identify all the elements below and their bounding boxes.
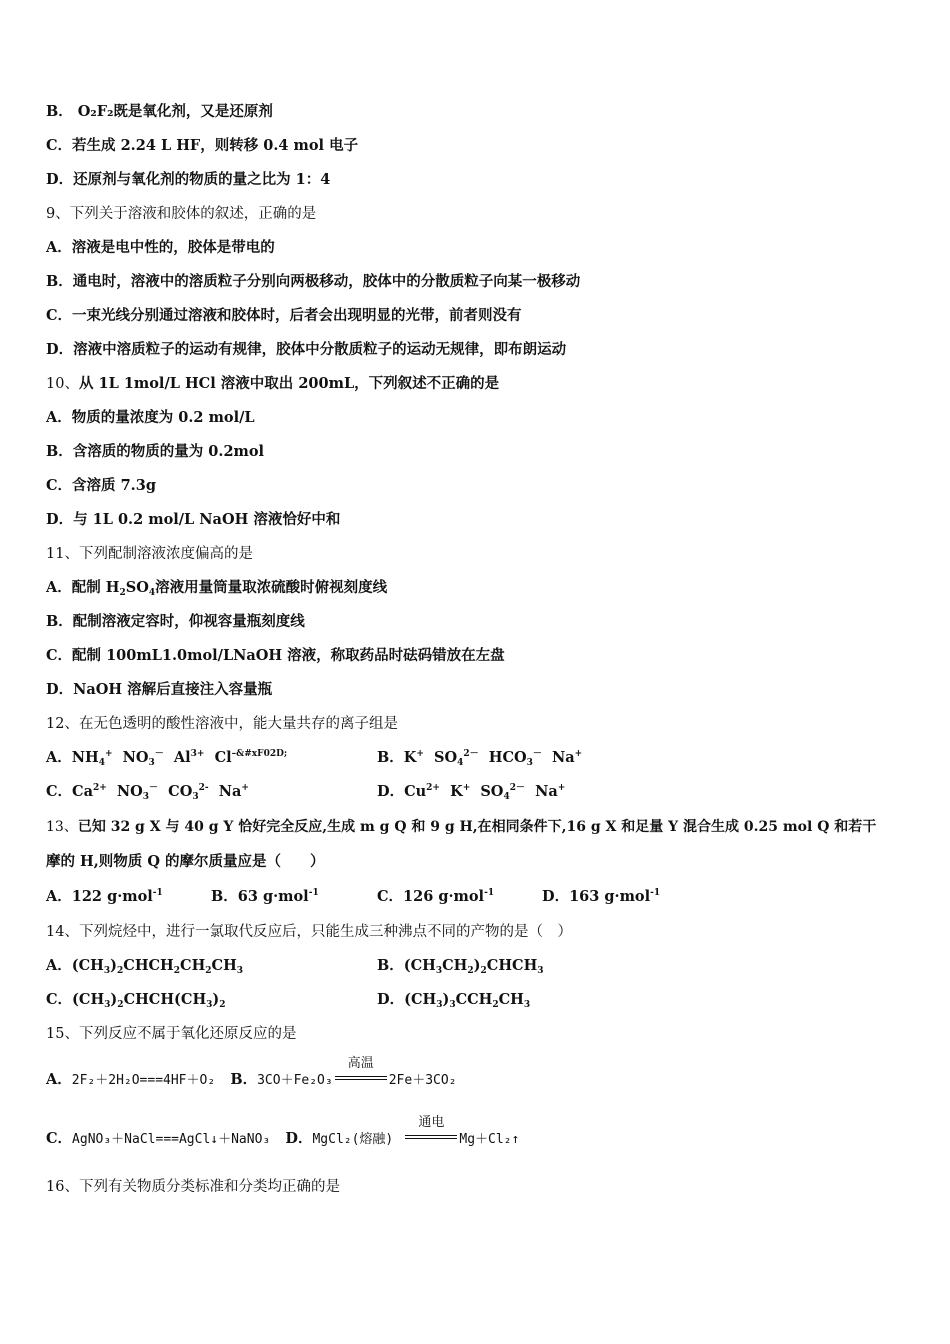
q16-stem: 16、下列有关物质分类标准和分类均正确的是	[46, 1179, 340, 1195]
q9-option-a: A．溶液是电中性的，胶体是带电的	[46, 239, 275, 256]
q14-option-d: D．$(CH_3)_3CCH_2CH_3$	[377, 991, 531, 1010]
q13-option-b: B．63 g·mol$^{-1}$	[211, 888, 319, 905]
q10-option-a: A．物质的量浓度为 0.2 mol/L	[46, 409, 255, 426]
q12-option-d: D．$Cu^{2+}$ K+ $SO_4^{2-}$ Na+	[377, 783, 566, 802]
q10-stem-text: 从 1L 1mol/L HCl 溶液中取出 200mL，下列叙述不正确的是	[78, 375, 500, 392]
q12-option-a: A．$NH_4^+$ $NO_3^-$ $Al^{3+}$ $Cl^{-\&\#xF02D;}$	[46, 749, 288, 768]
q11-option-b: B．配制溶液定容时，仰视容量瓶刻度线	[46, 613, 305, 630]
q13-stem-line1: 13、已知 32 g X 与 40 g Y 恰好完全反应,生成 m g Q 和 9 g H,在相同条件下,16 g X 和足量 Y 混合生成 0.25 mol Q 和若干	[46, 819, 877, 835]
q11-option-d: D．NaOH 溶解后直接注入容量瓶	[46, 681, 273, 698]
q8-option-c: C．若生成 2.24 L HF，则转移 0.4 mol 电子	[46, 137, 359, 154]
q9-option-c: C．一束光线分别通过溶液和胶体时，后者会出现明显的光带，前者则没有	[46, 307, 522, 324]
q10-option-c: C．含溶质 7.3g	[46, 477, 156, 494]
q11-stem: 11、下列配制溶液浓度偏高的是	[46, 546, 253, 562]
q15-option-d: D．MgCl₂(熔融) 通电 Mg＋Cl₂↑	[285, 1115, 520, 1147]
q9-option-b: B．通电时，溶液中的溶质粒子分别向两极移动，胶体中的分散质粒子向某一极移动	[46, 273, 581, 290]
q15-option-b: B．3CO＋Fe₂O₃ 高温 2Fe＋3CO₂	[230, 1056, 457, 1088]
q13-option-c: C．126 g·mol$^{-1}$	[377, 888, 495, 905]
q15-stem: 15、下列反应不属于氧化还原反应的是	[46, 1026, 297, 1042]
q13-option-d: D．163 g·mol$^{-1}$	[542, 888, 661, 905]
q14-option-c: C．$(CH_3)_2CHCH(CH_3)_2$	[46, 991, 226, 1010]
q9-stem: 9、下列关于溶液和胶体的叙述，正确的是	[46, 206, 317, 222]
q9-option-d: D．溶液中溶质粒子的运动有规律，胶体中分散质粒子的运动无规律，即布朗运动	[46, 341, 567, 358]
q12-option-c: C．$Ca^{2+}$ $NO_3^-$ $CO_3^{2-}$ Na+	[46, 783, 249, 802]
q11-option-c: C．配制 100mL1.0mol/LNaOH 溶液，称取药品时砝码错放在左盘	[46, 647, 505, 664]
q15-row-cd	[46, 1115, 520, 1150]
q10-option-d: D．与 1L 0.2 mol/L NaOH 溶液恰好中和	[46, 511, 341, 528]
q15-option-c: C．AgNO₃＋NaCl===AgCl↓＋NaNO₃	[46, 1130, 271, 1147]
q15-option-a: A．2F₂＋2H₂O===4HF＋O₂	[46, 1071, 216, 1088]
q12-stem: 12、在无色透明的酸性溶液中，能大量共存的离子组是	[46, 716, 398, 732]
q14-stem: 14、下列烷烃中，进行一氯取代反应后，只能生成三种沸点不同的产物的是（ ）	[46, 924, 572, 940]
q15-row-ab	[46, 1056, 457, 1091]
q13-option-a: A．122 g·mol$^{-1}$	[46, 888, 163, 905]
reaction-arrow-high-temp: 高温	[333, 1070, 389, 1090]
q10-stem	[46, 374, 499, 394]
q10-option-b: B．含溶质的物质的量为 0.2mol	[46, 443, 265, 460]
q13-stem-line2: 摩的 H,则物质 Q 的摩尔质量应是（ ）	[46, 853, 325, 870]
q8-option-d: D．还原剂与氧化剂的物质的量之比为 1：4	[46, 171, 331, 188]
q11-option-a: A．配制 $H_2SO_4$溶液用量筒量取浓硫酸时俯视刻度线	[46, 579, 388, 598]
q10-number: 10、	[46, 376, 79, 392]
q14-option-b: B．$(CH_3CH_2)_2CHCH_3$	[377, 957, 544, 976]
q8-option-b: B． O₂F₂既是氧化剂，又是还原剂	[46, 103, 273, 120]
q14-option-a: A．$(CH_3)_2CHCH_2CH_2CH_3$	[46, 957, 244, 976]
reaction-arrow-electrolysis: 通电	[403, 1129, 459, 1149]
q12-option-b: B．K+ $SO_4^{2-}$ $HCO_3^-$ Na+	[377, 749, 583, 768]
